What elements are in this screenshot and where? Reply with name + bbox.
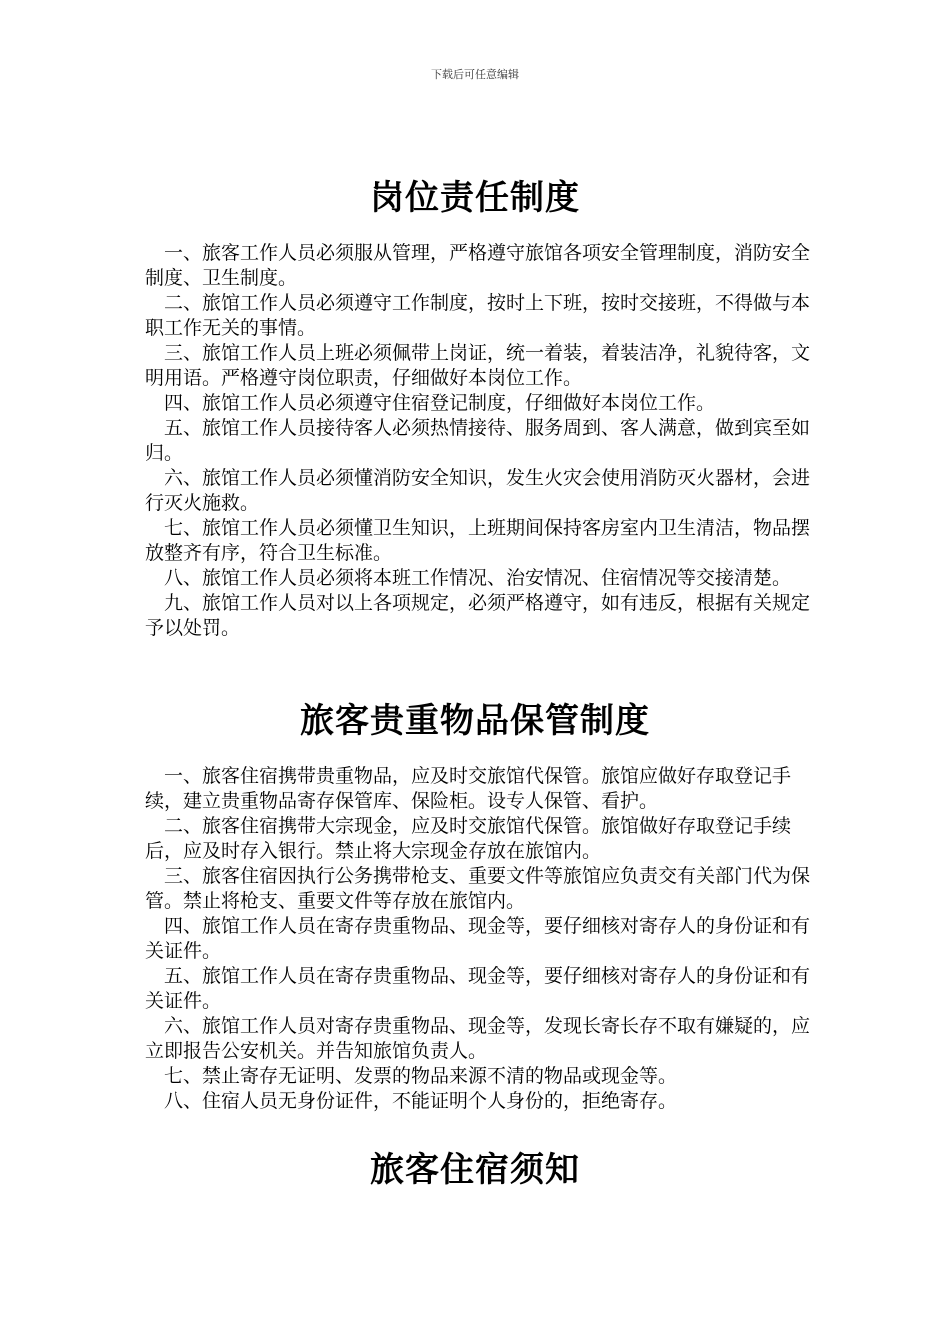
section-title-job-responsibility: 岗位责任制度 bbox=[370, 178, 580, 218]
list-item: 五、旅馆工作人员接待客人必须热情接待、服务周到、客人满意，做到宾至如归。 bbox=[145, 417, 811, 464]
section-title-valuables-custody: 旅客贵重物品保管制度 bbox=[300, 701, 650, 741]
list-item: 六、旅馆工作人员对寄存贵重物品、现金等，发现长寄长存不取有嫌疑的，应立即报告公安机关。并告知旅馆负责人。 bbox=[145, 1015, 811, 1062]
list-item: 二、旅客住宿携带大宗现金，应及时交旅馆代保管。旅馆做好存取登记手续后，应及时存入银行。禁止将大宗现金存放在旅馆内。 bbox=[145, 815, 792, 862]
rules-list-job-responsibility bbox=[145, 241, 827, 641]
list-item: 九、旅馆工作人员对以上各项规定，必须严格遵守，如有违反，根据有关规定予以处罚。 bbox=[145, 592, 811, 639]
section-title-guest-notice: 旅客住宿须知 bbox=[370, 1150, 580, 1190]
list-item: 四、旅馆工作人员在寄存贵重物品、现金等，要仔细核对寄存人的身份证和有关证件。 bbox=[145, 915, 811, 962]
list-item: 七、旅馆工作人员必须懂卫生知识，上班期间保持客房室内卫生清洁，物品摆放整齐有序，符合卫生标准。 bbox=[145, 517, 811, 564]
list-item: 一、旅客工作人员必须服从管理，严格遵守旅馆各项安全管理制度，消防安全制度、卫生制度。 bbox=[145, 242, 811, 289]
list-item: 八、旅馆工作人员必须将本班工作情况、治安情况、住宿情况等交接清楚。 bbox=[164, 567, 792, 589]
list-item: 四、旅馆工作人员必须遵守住宿登记制度，仔细做好本岗位工作。 bbox=[164, 392, 716, 414]
list-item: 六、旅馆工作人员必须懂消防安全知识，发生火灾会使用消防灭火器材，会进行灭火施救。 bbox=[145, 467, 811, 514]
rules-list-valuables-custody bbox=[145, 764, 827, 1114]
list-item: 二、旅馆工作人员必须遵守工作制度，按时上下班，按时交接班，不得做与本职工作无关的事情。 bbox=[145, 292, 811, 339]
list-item: 三、旅客住宿因执行公务携带枪支、重要文件等旅馆应负责交有关部门代为保管。禁止将枪支、重要文件等存放在旅馆内。 bbox=[145, 865, 811, 912]
list-item: 八、住宿人员无身份证件，不能证明个人身份的，拒绝寄存。 bbox=[164, 1090, 678, 1112]
list-item: 五、旅馆工作人员在寄存贵重物品、现金等，要仔细核对寄存人的身份证和有关证件。 bbox=[145, 965, 811, 1012]
list-item: 三、旅馆工作人员上班必须佩带上岗证，统一着装，着装洁净，礼貌待客，文明用语。严格遵守岗位职责，仔细做好本岗位工作。 bbox=[145, 342, 811, 389]
list-item: 七、禁止寄存无证明、发票的物品来源不清的物品或现金等。 bbox=[164, 1065, 678, 1087]
list-item: 一、旅客住宿携带贵重物品，应及时交旅馆代保管。旅馆应做好存取登记手续，建立贵重物品寄存保管库、保险柜。设专人保管、看护。 bbox=[145, 765, 792, 812]
header-note: 下载后可任意编辑 bbox=[431, 68, 519, 81]
